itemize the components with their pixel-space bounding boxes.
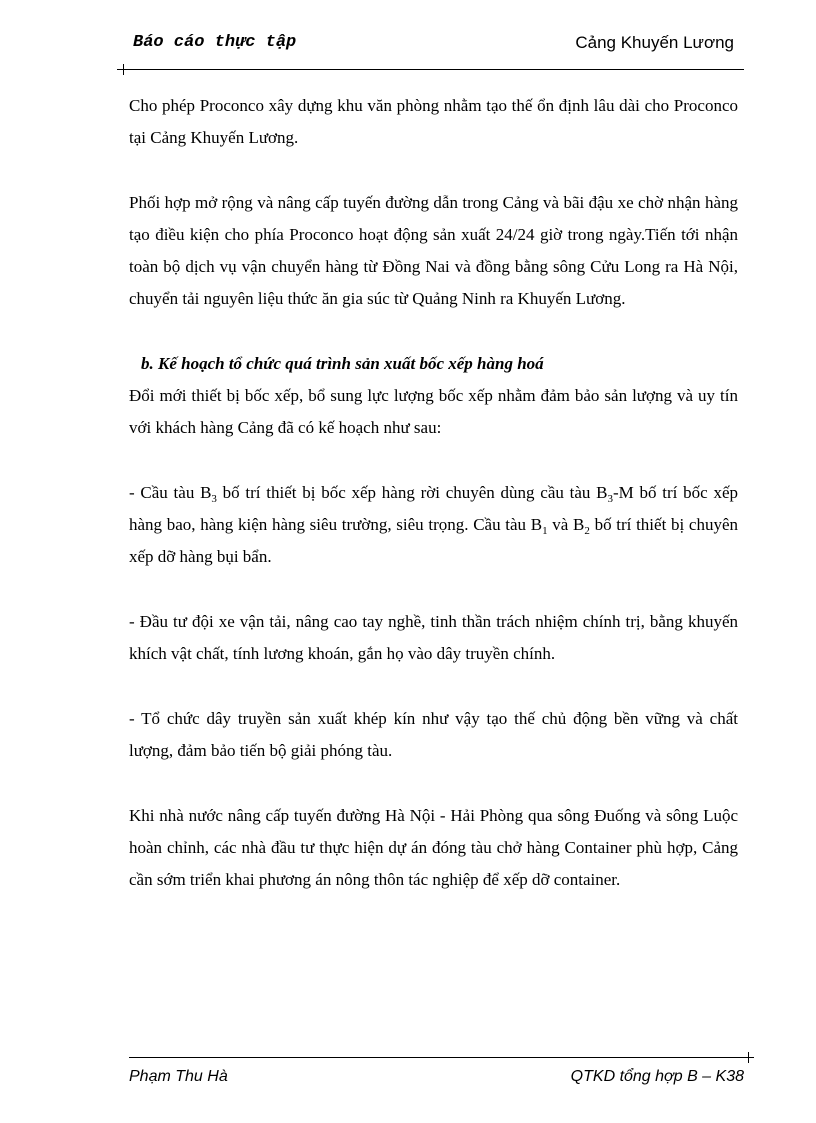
text-segment: và B	[547, 515, 585, 534]
paragraph-equipment-renewal: Đổi mới thiết bị bốc xếp, bổ sung lực lượng bốc xếp nhằm đảm bảo sản lượng và uy tín với khách hàng Cảng đã có kế hoạch như sau:	[129, 386, 738, 437]
header-port-name: Cảng Khuyến Lương	[575, 33, 734, 52]
header-rule-tick	[123, 64, 124, 75]
section-heading-b: b. Kế hoạch tổ chức quá trình sản xuất bốc xếp hàng hoá	[141, 354, 544, 373]
footer-author: Phạm Thu Hà	[129, 1068, 228, 1085]
paragraph-transport-fleet: - Đầu tư đội xe vận tải, nâng cao tay nghề, tinh thần trách nhiệm chính trị, bằng khuyến khích vật chất, tính lương khoán, gắn họ vào dây truyền chính.	[129, 612, 738, 663]
text-segment: - Cầu tàu B	[129, 483, 212, 502]
text-segment: -M bố trí bốc xếp hàng bao, hàng kiện hàng siêu trường, siêu trọng. Cầu tàu B	[129, 483, 738, 534]
text-segment: bố trí thiết bị chuyên xếp dỡ hàng bụi bẩn.	[129, 515, 738, 566]
subscript: 3	[607, 493, 614, 505]
document-body	[129, 90, 738, 896]
subscript: 2	[584, 525, 590, 537]
paragraph-container-plan: Khi nhà nước nâng cấp tuyến đường Hà Nội - Hải Phòng qua sông Đuống và sông Luộc hoàn chỉnh, các nhà đầu tư thực hiện dự án đóng tàu chở hàng Container phù hợp, Cảng cần sớm triển khai phương án nông thôn tác nghiệp để xếp dỡ container.	[129, 806, 738, 889]
footer-rule	[129, 1057, 754, 1058]
paragraph-closed-chain: - Tổ chức dây truyền sản xuất khép kín như vậy tạo thế chủ động bền vững và chất lượng, đảm bảo tiến bộ giải phóng tàu.	[129, 709, 738, 760]
paragraph-berth-allocation	[129, 477, 738, 573]
header-report-title: Báo cáo thực tập	[133, 33, 297, 52]
text-segment: bố trí thiết bị bốc xếp hàng rời chuyên dùng cầu tàu B	[216, 483, 608, 502]
subscript: 1	[542, 525, 548, 537]
header-rule	[117, 69, 744, 70]
footer-rule-tick	[748, 1052, 749, 1063]
paragraph-road-expansion: Phối hợp mở rộng và nâng cấp tuyến đường dẫn trong Cảng và bãi đậu xe chờ nhận hàng tạo điều kiện cho phía Proconco hoạt động sản xuất 24/24 giờ trong ngày.Tiến tới nhận toàn bộ dịch vụ vận chuyển hàng từ Đồng Nai và đồng bằng sông Cửu Long ra Hà Nội, chuyển tải nguyên liệu thức ăn gia súc từ Quảng Ninh ra Khuyến Lương.	[129, 193, 738, 308]
footer-class: QTKD tổng hợp B – K38	[570, 1068, 744, 1085]
paragraph-office-space: Cho phép Proconco xây dựng khu văn phòng nhằm tạo thế ổn định lâu dài cho Proconco tại Cảng Khuyến Lương.	[129, 96, 738, 147]
subscript: 3	[211, 493, 217, 505]
